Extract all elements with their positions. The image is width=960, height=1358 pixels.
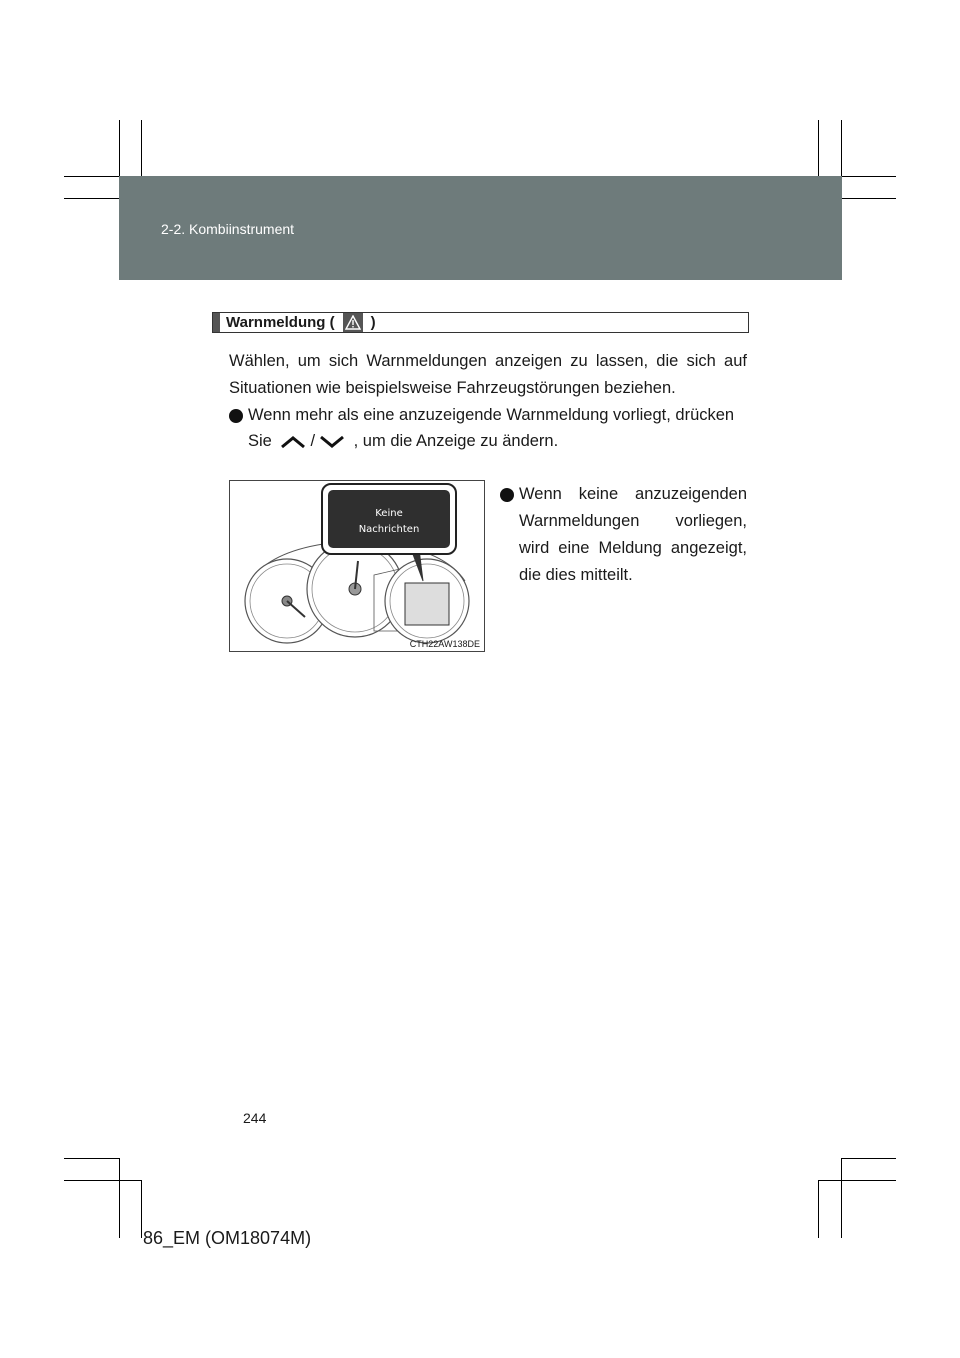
footer-code: 86_EM (OM18074M) xyxy=(143,1228,312,1248)
bullet1-line1: Wenn mehr als eine anzuzeigende Warnmeldung vorliegt, drücken xyxy=(248,406,735,424)
crop-mark xyxy=(119,1158,120,1238)
chevron-up-icon xyxy=(280,435,306,449)
page-number: 244 xyxy=(243,1110,267,1126)
section-label: 2-2. Kombiinstrument xyxy=(161,221,295,237)
warning-triangle-icon xyxy=(343,313,363,332)
crop-mark xyxy=(841,1158,896,1159)
bullet2-line: die dies mitteilt. xyxy=(519,566,633,584)
callout-line1: Keine xyxy=(375,508,403,519)
crop-mark xyxy=(141,1180,142,1238)
bullet2-line: Warnmeldungen vorliegen, xyxy=(519,512,747,530)
bullet-icon xyxy=(229,409,243,423)
bullet-icon xyxy=(500,488,514,502)
heading-text-after: ) xyxy=(370,314,376,331)
crop-mark xyxy=(64,1180,142,1181)
section-heading xyxy=(212,312,749,333)
figure-code: CTH22AW138DE xyxy=(409,639,480,649)
crop-mark xyxy=(818,1180,819,1238)
crop-mark xyxy=(64,1158,120,1159)
callout-line2: Nachrichten xyxy=(358,524,420,535)
bullet1-line2 xyxy=(248,432,558,451)
intro-paragraph: Wählen, um sich Warnmeldungen anzeigen zu lassen, die sich auf Situationen wie beispielsweise Fahrzeugstörungen beziehen. xyxy=(229,352,747,397)
instrument-cluster-figure xyxy=(229,480,485,652)
crop-mark xyxy=(818,1180,896,1181)
chevron-down-icon xyxy=(319,435,345,449)
bullet2-text xyxy=(519,481,747,589)
bullet1-sie: Sie xyxy=(248,432,272,450)
bullet2-line: Wenn keine anzuzeigenden xyxy=(519,485,747,503)
crop-mark xyxy=(841,1158,842,1238)
heading-text-before: Warnmeldung ( xyxy=(226,314,335,331)
bullet1-rest: , um die Anzeige zu ändern. xyxy=(353,432,559,450)
bullet2-line: wird eine Meldung angezeigt, xyxy=(519,539,747,557)
bullet1-slash: / xyxy=(310,432,316,450)
